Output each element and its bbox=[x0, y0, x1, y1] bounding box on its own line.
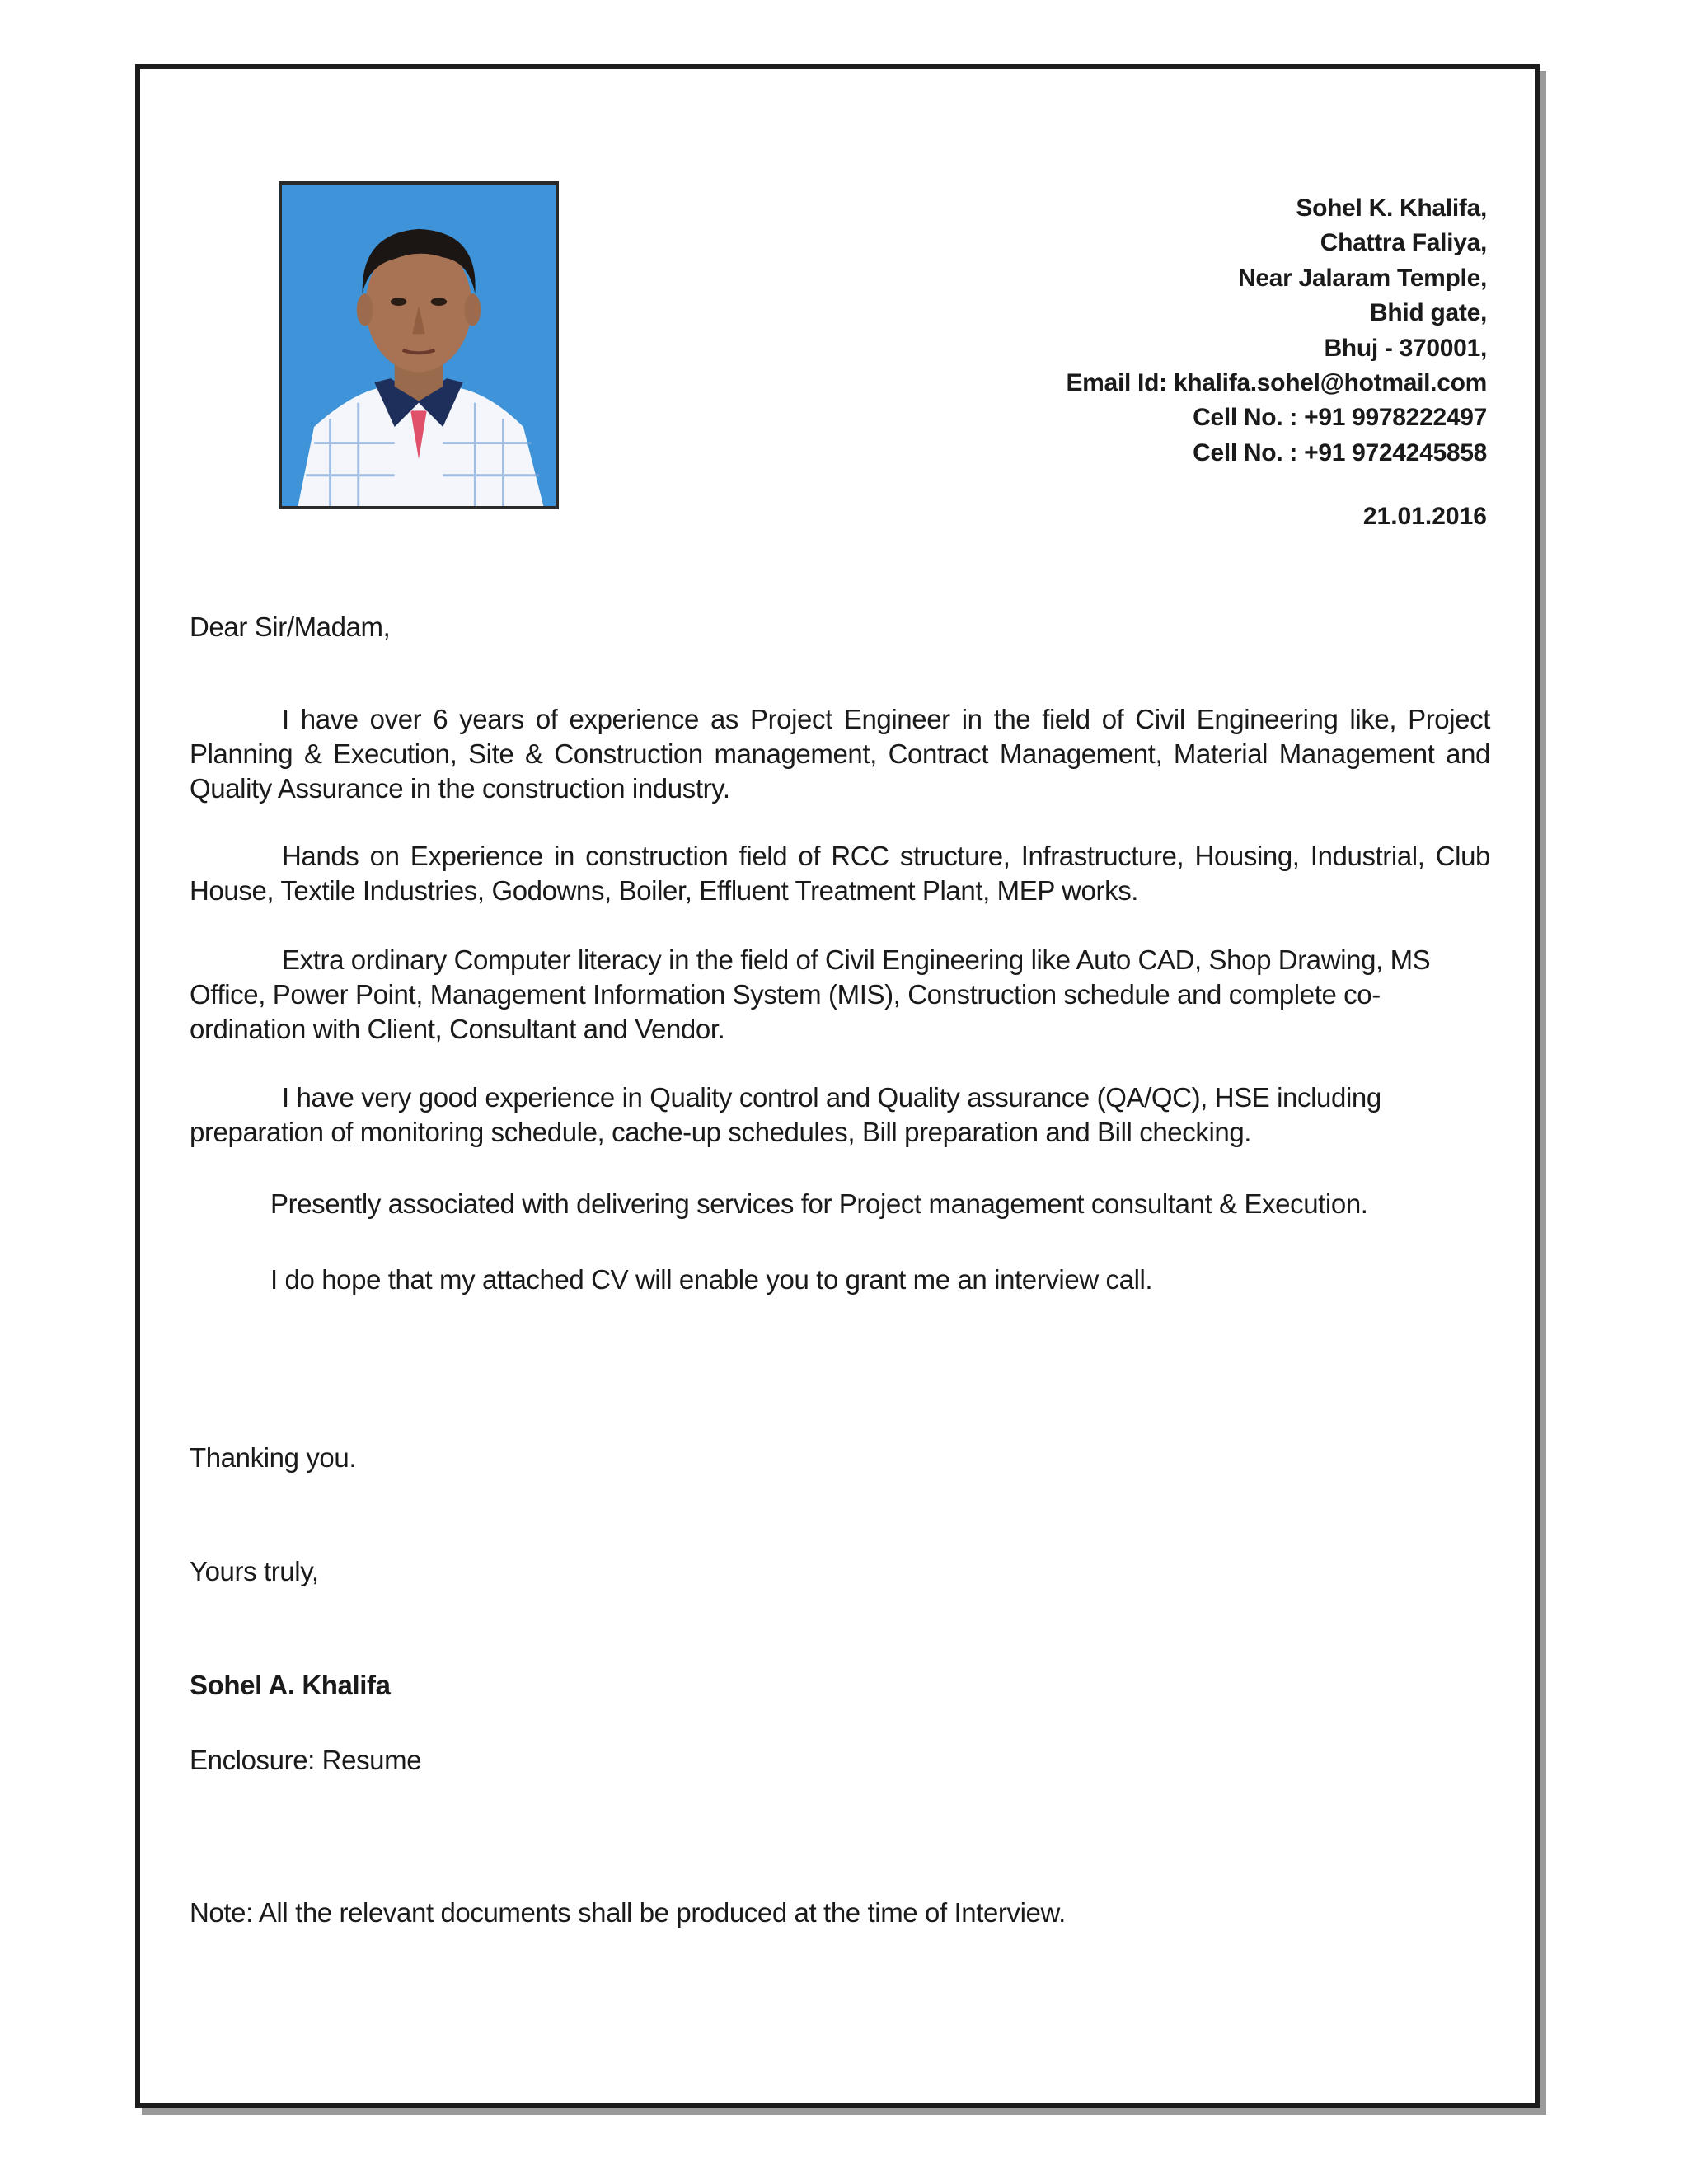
paragraph-quality: I have very good experience in Quality control and Quality assurance (QA/QC), HSE including preparation of monitoring schedule, cache-up schedules, Bill preparation and Bill checking. bbox=[190, 1082, 1381, 1147]
letter-date: 21.01.2016 bbox=[1362, 503, 1487, 530]
sender-address-block bbox=[1066, 191, 1487, 471]
sender-cell-2: Cell No. : +91 9724245858 bbox=[1193, 438, 1487, 466]
sender-city: Bhuj - 370001, bbox=[1324, 334, 1487, 362]
thanks-line: Thanking you. bbox=[190, 1442, 357, 1473]
paragraph-interview-request: I do hope that my attached CV will enable you to grant me an interview call. bbox=[270, 1264, 1153, 1295]
salutation: Dear Sir/Madam, bbox=[190, 612, 391, 642]
signature-name: Sohel A. Khalifa bbox=[190, 1670, 391, 1700]
paragraph-present-role: Presently associated with delivering services for Project management consultant & Execution. bbox=[270, 1188, 1368, 1219]
applicant-photo bbox=[279, 181, 559, 509]
paragraph-computer-literacy: Extra ordinary Computer literacy in the field of Civil Engineering like Auto CAD, Shop Drawing, MS Office, Power Point, Management Information System (MIS), Construction schedule and complete co-ordination with Client, Consultant and Vendor. bbox=[190, 944, 1431, 1044]
sender-address-line-3: Bhid gate, bbox=[1369, 299, 1487, 327]
note-line: Note: All the relevant documents shall be produced at the time of Interview. bbox=[190, 1897, 1066, 1928]
sender-cell-1: Cell No. : +91 9978222497 bbox=[1193, 404, 1487, 432]
sender-address-line-2: Near Jalaram Temple, bbox=[1238, 264, 1487, 292]
paragraph-hands-on: Hands on Experience in construction field of RCC structure, Infrastructure, Housing, Industrial, Club House, Textile Industries, Godowns, Boiler, Effluent Treatment Plant, MEP works. bbox=[190, 841, 1490, 906]
sender-address-line-1: Chattra Faliya, bbox=[1320, 229, 1487, 257]
sender-email: Email Id: khalifa.sohel@hotmail.com bbox=[1066, 369, 1487, 397]
sign-off: Yours truly, bbox=[190, 1556, 319, 1586]
enclosure-line: Enclosure: Resume bbox=[190, 1745, 422, 1775]
portrait-image bbox=[282, 185, 556, 506]
sender-name: Sohel K. Khalifa, bbox=[1296, 194, 1487, 222]
paragraph-experience: I have over 6 years of experience as Project Engineer in the field of Civil Engineering like, Project Planning & Execution, Site & Construction management, Contract Management, Material Management and Quality Assurance in the construction industry. bbox=[190, 704, 1490, 804]
